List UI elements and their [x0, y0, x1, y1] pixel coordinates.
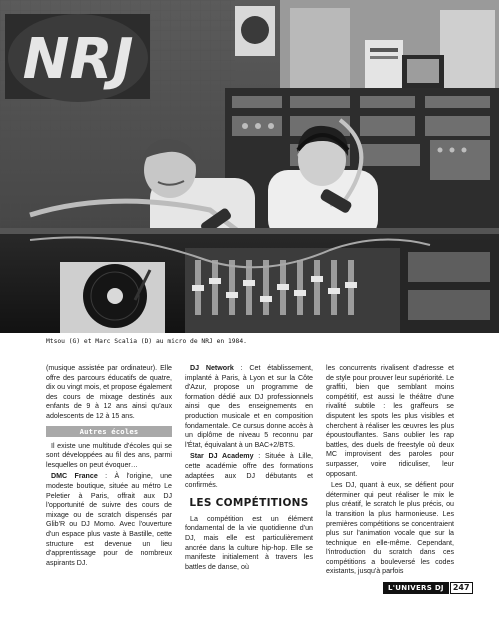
nrj-logo [5, 14, 150, 102]
school-name: DJ Network [190, 364, 234, 372]
running-section-label: L'UNIVERS DJ [383, 582, 449, 594]
paragraph-text: : Située à Lille, cette académie offre des formations adaptées aux DJ débutants et confirmés. [185, 452, 313, 490]
school-name: Star DJ Academy [190, 452, 254, 461]
paragraph [185, 452, 313, 490]
subheading-autres-ecoles: Autres écoles [46, 426, 172, 437]
photo-caption: Mtsou (G) et Marc Scalia (D) au micro de NRJ en 1984. [46, 338, 247, 345]
paragraph-text: : Cet établissement, implanté à Paris, à Lyon et sur la Côte d'Azur, propose un programme de formation dédié aux DJ professionnels ainsi que des enseignements en production musicale et en composition fondamentale. Ce cursus donne accès à un diplôme de niveau 5 reconnu par l'État, équivalant à un BAC+2/BTS. [185, 364, 313, 449]
paragraph: Les DJ, quant à eux, se défient pour déterminer qui peut réaliser le mix le plus créatif, le scratch le plus précis, ou la transition la plus harmonieuse. Les premières compétitions se concentraient plus sur l'animation vocale que sur la technique en elle-même. Cependant, l'introduction du scratch dans ces compétitions a bouleversé les codes existants, jusqu'à parfois [326, 481, 454, 576]
paragraph: (musique assistée par ordinateur). Elle offre des parcours éducatifs de quatre, dix ou vingt mois, et propose également des cours de mixage destinés aux enfants de 9 à 12 ans ainsi qu'aux adolescents de 12 à 15 ans. [46, 364, 172, 420]
svg-text:NRJ: NRJ [22, 27, 134, 92]
paragraph: Il existe une multitude d'écoles qui se sont développées au fil des ans, parmi lesquelles on peut évoquer… [46, 441, 172, 469]
turntable [60, 262, 165, 333]
page-number: 247 [450, 582, 473, 594]
school-name: DMC France [51, 472, 98, 481]
paragraph-text: : À l'origine, une modeste boutique, située au métro Le Peletier à Paris, offrait aux DJ l'opportunité de suivre des cours de mixage ou de scratch dispensés par Glib'R ou DJ Momo. Avec l'ouverture d'un espace plus vaste à Bastille, cette structure est devenue un lieu d'apprentissage pour de nombreux aspirants DJ. [46, 472, 173, 567]
paragraph: les concurrents rivalisent d'adresse et de style pour prouver leur supériorité. Le graffiti, bien que semblant moins compétitif, est aussi le théâtre d'une rivalité subtile : les graffeurs se disputent les spots les plus visibles et cherchent à réaliser les œuvres les plus époustouflantes. Sans oublier les rap battles, des duels de freestyle où deux MC improvisent des paroles pour surpasser, voire ridiculiser, leur opposant. [326, 364, 454, 478]
column-3 [326, 364, 454, 579]
paragraph [185, 364, 313, 450]
paragraph [46, 472, 172, 568]
page-footer [383, 582, 473, 594]
column-2 [185, 364, 313, 574]
section-title: LES COMPÉTITIONS [189, 496, 309, 509]
paragraph: La compétition est un élément fondamental de la vie quotidienne d'un DJ, mais elle est particulièrement ancrée dans la culture hip-hop. Elle se manifeste initialement à travers les battles de danse, où [185, 514, 313, 571]
column-1 [46, 364, 172, 570]
